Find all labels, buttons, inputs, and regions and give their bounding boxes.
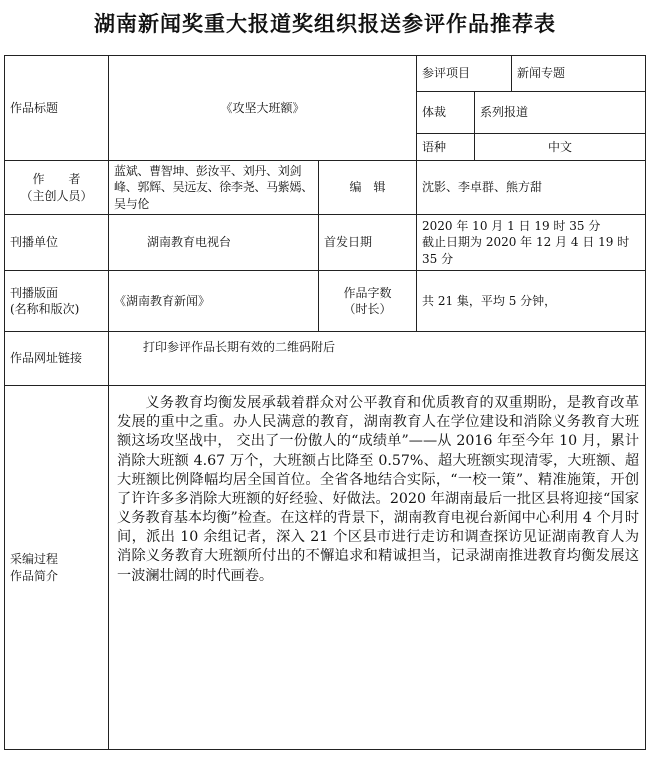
category-value: 新闻专题 <box>512 56 646 92</box>
process-label: 采编过程 作品简介 <box>5 386 109 750</box>
publisher-label: 刊播单位 <box>5 215 109 271</box>
author-label: 作 者 （主创人员） <box>5 161 109 215</box>
author-value: 蓝斌、曹智坤、彭汝平、刘丹、刘剑峰、郭辉、吴远友、徐李尧、马紫嫣、吴与伦 <box>109 161 319 215</box>
publisher-value: 湖南教育电视台 <box>109 215 319 271</box>
url-value: 打印参评作品长期有效的二维码附后 <box>109 332 646 386</box>
url-label: 作品网址链接 <box>5 332 109 386</box>
first-date-value: 2020 年 10 月 1 日 19 时 35 分 截止日期为 2020 年 12 月 4 日 19 时 35 分 <box>417 215 646 271</box>
editor-label: 编 辑 <box>319 161 417 215</box>
length-label: 作品字数 （时长） <box>319 271 417 332</box>
edition-value: 《湖南教育新闻》 <box>109 271 319 332</box>
work-title-label: 作品标题 <box>5 56 109 161</box>
process-text: 义务教育均衡发展承载着群众对公平教育和优质教育的双重期盼，是教育改革发展的重中之重。办人民满意的教育，湖南教育人在学位建设和消除义务教育大班额这场攻坚战中， 交出了一份傲人的“成绩单”——从 2016 年至今年 10 月，累计消除大班额 4.67 万个，大班额占比降至 0.57%、超大班额实现清零，大班额、超大班额比例降幅均居全国首位。全省各地结合实际，“一校一策”、精准施策，开创了许许多多消除大班额的好经验、好做法。2020 年湖南最后一批区县将迎接“国家义务教育基本均衡”检查。在这样的背景下，湖南教育电视台新闻中心利用 4 个月时间，派出 10 余组记者，深入 21 个区县市进行走访和调查探访见证湖南教育人为消除义务教育大班额所付出的不懈追求和精诚担当，记录湖南推进教育均衡发展这一波澜壮阔的时代画卷。 <box>109 386 646 750</box>
edition-label: 刊播版面 (名称和版次) <box>5 271 109 332</box>
category-label: 参评项目 <box>417 56 512 92</box>
language-value: 中文 <box>475 134 646 161</box>
genre-value: 系列报道 <box>475 92 646 134</box>
genre-label: 体裁 <box>417 92 475 134</box>
form-title: 湖南新闻奖重大报道奖组织报送参评作品推荐表 <box>94 12 556 36</box>
recommendation-form <box>4 55 646 750</box>
language-label: 语种 <box>417 134 475 161</box>
editor-value: 沈影、李卓群、熊方甜 <box>417 161 646 215</box>
length-value: 共 21 集，平均 5 分钟， <box>417 271 646 332</box>
work-title-value: 《攻坚大班额》 <box>109 56 417 161</box>
first-date-label: 首发日期 <box>319 215 417 271</box>
